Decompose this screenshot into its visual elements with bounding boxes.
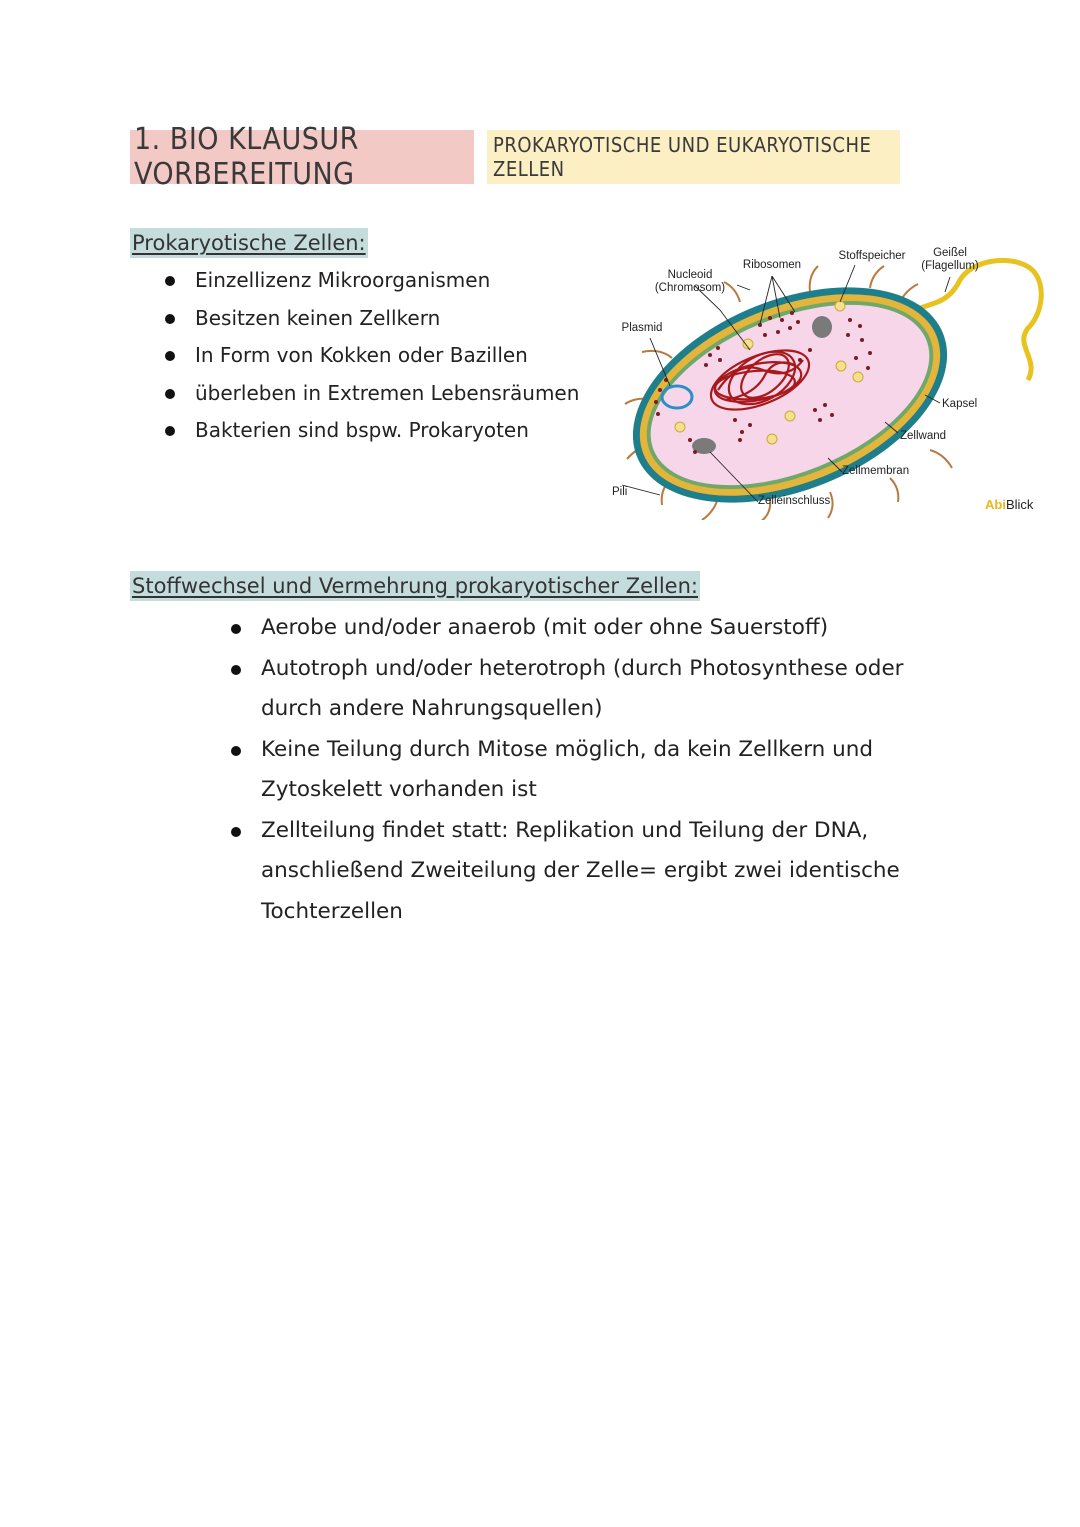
label-pili: Pili [612,486,628,498]
label-plasmid: Plasmid [621,322,663,334]
brand-part-1: Abi [985,497,1006,512]
label-zelleinschluss: Zelleinschluss [758,495,831,507]
section-heading-prokaryotische-zellen: Prokaryotische Zellen: [130,228,368,258]
list-item: überleben in Extremen Lebensräumen [195,375,615,413]
list-item: Aerobe und/oder anaerob (mit oder ohne Sauerstoff) [261,608,961,649]
list-item: Einzellizenz Mikroorganismen [195,262,615,300]
inclusion [812,316,832,338]
label-ribosomen: Ribosomen [742,259,802,271]
list-item: In Form von Kokken oder Bazillen [195,337,615,375]
label-kapsel: Kapsel [942,398,978,410]
brand-part-2: Blick [1005,497,1034,512]
page-subtitle: PROKARYOTISCHE UND EUKARYOTISCHE ZELLEN [487,130,900,184]
list-item: Bakterien sind bspw. Prokaryoten [195,412,615,450]
list-item: Besitzen keinen Zellkern [195,300,615,338]
section-heading-stoffwechsel: Stoffwechsel und Vermehrung prokaryotischer Zellen: [130,571,700,601]
prokaryotic-cells-list [195,262,615,450]
brand-logo [985,497,1033,512]
label-chromosom: (Chromosom) [654,282,726,294]
label-zellmembran: Zellmembran [842,465,910,477]
list-item: Zellteilung findet statt: Replikation und Teilung der DNA, anschließend Zweiteilung der Zelle= ergibt zwei identische Tochterzellen [261,811,961,933]
metabolism-reproduction-list [261,608,961,932]
label-nucleoid: Nucleoid [667,269,713,281]
label-stoffspeicher: Stoffspeicher [838,250,906,262]
list-item: Autotroph und/oder heterotroph (durch Photosynthese oder durch andere Nahrungsquellen) [261,649,961,730]
prokaryotic-cell-diagram [600,240,1050,520]
list-item: Keine Teilung durch Mitose möglich, da kein Zellkern und Zytoskelett vorhanden ist [261,730,961,811]
label-geissel: Geißel [933,247,967,259]
page-title: 1. BIO KLAUSUR VORBEREITUNG [130,130,474,184]
label-zellwand: Zellwand [900,430,947,442]
label-flagellum: (Flagellum) [921,260,979,272]
